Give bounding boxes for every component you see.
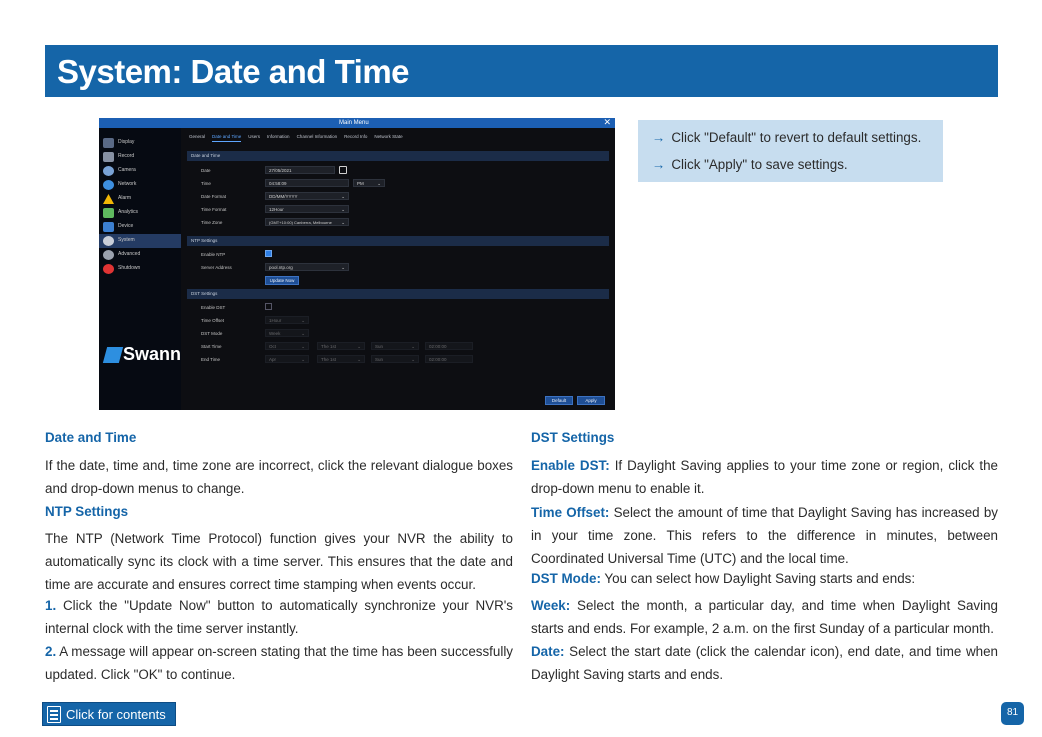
dst-mode-text: You can select how Daylight Saving starts and ends:: [604, 571, 916, 586]
chevron-down-icon: ⌄: [301, 357, 305, 362]
enable-dst-checkbox[interactable]: [265, 303, 272, 310]
tab-record-info[interactable]: Record Info: [344, 134, 368, 139]
sidebar-item-alarm[interactable]: [99, 192, 181, 206]
date-format-value: DD/MM/YYYY: [269, 194, 298, 199]
enable-ntp-label: Enable NTP: [201, 252, 226, 257]
server-address-label: Server Address: [201, 265, 232, 270]
nvr-main-panel: [181, 128, 615, 410]
section-title: DST Settings: [191, 291, 218, 296]
date-text: Select the start date (click the calendar icon), end date, and time when Daylight Saving starts and ends.: [531, 644, 998, 682]
week-text: Select the month, a particular day, and time when Daylight Saving starts and ends. For example, 2 a.m. on the first Sunday of a particular month.: [531, 598, 998, 636]
sidebar-item-display[interactable]: [99, 136, 181, 150]
update-now-button[interactable]: [265, 276, 299, 285]
enable-dst-paragraph: [531, 454, 998, 500]
end-time-label: End Time: [201, 357, 221, 362]
end-clock-field[interactable]: [425, 355, 473, 363]
sidebar-item-analytics[interactable]: [99, 206, 181, 220]
sidebar-item-label: Camera: [118, 167, 136, 173]
contents-link-label: Click for contents: [66, 707, 166, 722]
swann-logo-mark: [103, 347, 123, 363]
tip-apply: [652, 157, 848, 172]
section-title: Date and Time: [191, 153, 221, 158]
enable-dst-text: If Daylight Saving applies to your time zone or region, click the drop-down menu to enable it.: [531, 458, 998, 496]
chevron-down-icon: ⌄: [341, 265, 345, 270]
sidebar-item-label: Analytics: [118, 209, 139, 215]
time-format-label: Time Format: [201, 207, 227, 212]
sidebar-item-camera[interactable]: [99, 164, 181, 178]
apply-button[interactable]: [577, 396, 605, 405]
start-month-select[interactable]: [265, 342, 309, 350]
page-number: 81: [1006, 707, 1019, 718]
time-offset-value: 1Hour: [269, 318, 282, 323]
sidebar-item-shutdown[interactable]: [99, 262, 181, 276]
start-week-value: The 1st: [321, 344, 337, 349]
time-label: Time: [201, 181, 211, 186]
advanced-icon: [103, 250, 114, 260]
server-address-select[interactable]: [265, 263, 349, 271]
start-time-label: Start Time: [201, 344, 222, 349]
date-format-select[interactable]: [265, 192, 349, 200]
chevron-down-icon: ⌄: [411, 357, 415, 362]
time-zone-select[interactable]: [265, 218, 349, 226]
tip-apply-text: Click "Apply" to save settings.: [671, 157, 848, 172]
time-format-select[interactable]: [265, 205, 349, 213]
end-month-value: Apr: [269, 357, 277, 362]
tab-general[interactable]: General: [189, 134, 206, 139]
ntp-heading: NTP Settings: [45, 504, 129, 519]
tip-default-text: Click "Default" to revert to default settings.: [671, 130, 922, 145]
calendar-icon[interactable]: [339, 166, 347, 174]
time-value: 04:58:09: [269, 181, 287, 186]
step-2-number: 2.: [45, 644, 57, 659]
warning-icon: [103, 194, 114, 204]
time-field[interactable]: [265, 179, 349, 187]
end-clock-value: 02:00:00: [429, 357, 447, 362]
dst-mode-label: DST Mode: [201, 331, 223, 336]
contents-link-button[interactable]: [42, 702, 176, 726]
arrow-right-icon: →: [652, 157, 666, 172]
tab-information[interactable]: Information: [267, 134, 290, 139]
sidebar-item-label: Device: [118, 223, 134, 229]
section-ntp: [187, 236, 609, 246]
ampm-select[interactable]: [353, 179, 385, 187]
enable-ntp-checkbox[interactable]: [265, 250, 272, 257]
end-week-select[interactable]: [317, 355, 365, 363]
start-clock-value: 02:00:00: [429, 344, 447, 349]
chevron-down-icon: ⌄: [377, 181, 381, 186]
chevron-down-icon: ⌄: [341, 220, 345, 225]
page-number-badge: [1001, 702, 1024, 725]
update-now-label: Update Now: [269, 278, 295, 283]
chevron-down-icon: ⌄: [341, 194, 345, 199]
close-icon[interactable]: ✕: [603, 118, 611, 127]
step-2-text: A message will appear on-screen stating that the time has been successfully updated. Click "OK" to continue.: [45, 644, 513, 682]
nvr-window-title: Main Menu: [339, 120, 369, 126]
week-keyword: Week:: [531, 598, 571, 613]
sidebar-item-label: Advanced: [118, 251, 141, 257]
enable-dst-label: Enable DST: [201, 305, 226, 310]
power-icon: [103, 264, 114, 274]
chevron-down-icon: ⌄: [341, 207, 345, 212]
sidebar-item-label: Network: [118, 181, 137, 187]
date-format-label: Date Format: [201, 194, 227, 199]
sidebar-item-label: Record: [118, 153, 135, 159]
section-title: NTP Settings: [191, 238, 218, 243]
end-day-value: Sun: [375, 357, 384, 362]
default-label: Default: [551, 398, 567, 403]
monitor-icon: [103, 138, 114, 148]
dst-mode-select[interactable]: [265, 329, 309, 337]
step-2-paragraph: [45, 640, 513, 686]
server-address-value: pool.ntp.org: [269, 265, 293, 270]
camera-icon: [103, 166, 114, 176]
end-month-select[interactable]: [265, 355, 309, 363]
start-week-select[interactable]: [317, 342, 365, 350]
title-banner: [45, 45, 998, 97]
sidebar-item-label: Alarm: [118, 195, 132, 201]
dst-mode-keyword: DST Mode:: [531, 571, 601, 586]
time-offset-select[interactable]: [265, 316, 309, 324]
section-dst: [187, 289, 609, 299]
time-offset-keyword: Time Offset:: [531, 505, 610, 520]
week-paragraph: [531, 594, 998, 640]
sidebar-item-label: System: [118, 237, 135, 243]
chevron-down-icon: ⌄: [301, 318, 305, 323]
nvr-sidebar: [99, 128, 181, 410]
date-time-heading: Date and Time: [45, 430, 137, 445]
ntp-paragraph: The NTP (Network Time Protocol) function gives your NVR the ability to automatically sync its clock with a time server. This ensures that the date and time are accurate and ensures correct time stamping when events occur.: [45, 531, 513, 592]
date-time-paragraph: If the date, time and, time zone are incorrect, click the relevant dialogue boxes and drop-down menus to change.: [45, 458, 513, 496]
step-1-text: Click the "Update Now" button to automatically synchronize your NVR's internal clock with the time server instantly.: [45, 598, 513, 636]
section-date-time: [187, 151, 609, 161]
date-value: 27/05/2021: [269, 168, 292, 173]
time-zone-value: (GMT+10:00) Canberra, Melbourne: [269, 220, 332, 225]
nvr-screenshot: [99, 118, 615, 410]
gear-icon: [103, 236, 114, 246]
time-offset-label: Time Offset: [201, 318, 225, 323]
start-day-value: Sun: [375, 344, 384, 349]
chevron-down-icon: ⌄: [301, 331, 305, 336]
camera-record-icon: [103, 152, 114, 162]
tab-users[interactable]: Users: [248, 134, 261, 139]
sidebar-item-label: Shutdown: [118, 265, 141, 271]
enable-dst-keyword: Enable DST:: [531, 458, 610, 473]
time-format-value: 12Hour: [269, 207, 284, 212]
chart-icon: [103, 208, 114, 218]
start-clock-field[interactable]: [425, 342, 473, 350]
time-offset-text: Select the amount of time that Daylight Saving has increased by in your time zone. This refers to the difference in minutes, between Coordinated Universal Time (UTC) and the local time.: [531, 505, 998, 566]
nvr-window-titlebar: [99, 118, 615, 128]
page-title: System: Date and Time: [57, 53, 410, 90]
apply-label: Apply: [585, 398, 597, 403]
chevron-down-icon: ⌄: [301, 344, 305, 349]
dst-mode-paragraph: [531, 567, 998, 590]
default-button[interactable]: [545, 396, 573, 405]
end-week-value: The 1st: [321, 357, 337, 362]
date-field[interactable]: [265, 166, 335, 174]
document-icon: [47, 706, 61, 723]
tab-date-and-time[interactable]: Date and Time: [212, 132, 241, 142]
tip-default: [652, 130, 921, 145]
dst-mode-value: Week: [269, 331, 281, 336]
time-offset-paragraph: [531, 501, 998, 570]
tips-callout: [638, 120, 943, 182]
step-1-number: 1.: [45, 598, 57, 613]
chevron-down-icon: ⌄: [357, 357, 361, 362]
swann-logo-text: Swann: [123, 344, 182, 364]
sidebar-item-label: Display: [118, 139, 135, 145]
ampm-value: PM: [357, 181, 364, 186]
date-keyword: Date:: [531, 644, 565, 659]
sidebar-item-advanced[interactable]: [99, 248, 181, 262]
date-paragraph: [531, 640, 998, 686]
chevron-down-icon: ⌄: [357, 344, 361, 349]
swann-logo: [105, 343, 181, 369]
nvr-tabs: [189, 132, 410, 142]
time-zone-label: Time Zone: [201, 220, 223, 225]
tools-icon: [103, 222, 114, 232]
sidebar-item-device[interactable]: [99, 220, 181, 234]
start-month-value: Oct: [269, 344, 277, 349]
globe-icon: [103, 180, 114, 190]
chevron-down-icon: ⌄: [411, 344, 415, 349]
end-day-select[interactable]: [371, 355, 419, 363]
sidebar-item-system[interactable]: [99, 234, 181, 248]
step-1-paragraph: [45, 594, 513, 640]
start-day-select[interactable]: [371, 342, 419, 350]
tab-channel-information[interactable]: Channel Information: [296, 134, 338, 139]
dst-heading: DST Settings: [531, 430, 615, 445]
sidebar-item-record[interactable]: [99, 150, 181, 164]
arrow-right-icon: →: [652, 130, 666, 145]
tab-network-state[interactable]: Network State: [374, 134, 403, 139]
date-label: Date: [201, 168, 211, 173]
sidebar-item-network[interactable]: [99, 178, 181, 192]
